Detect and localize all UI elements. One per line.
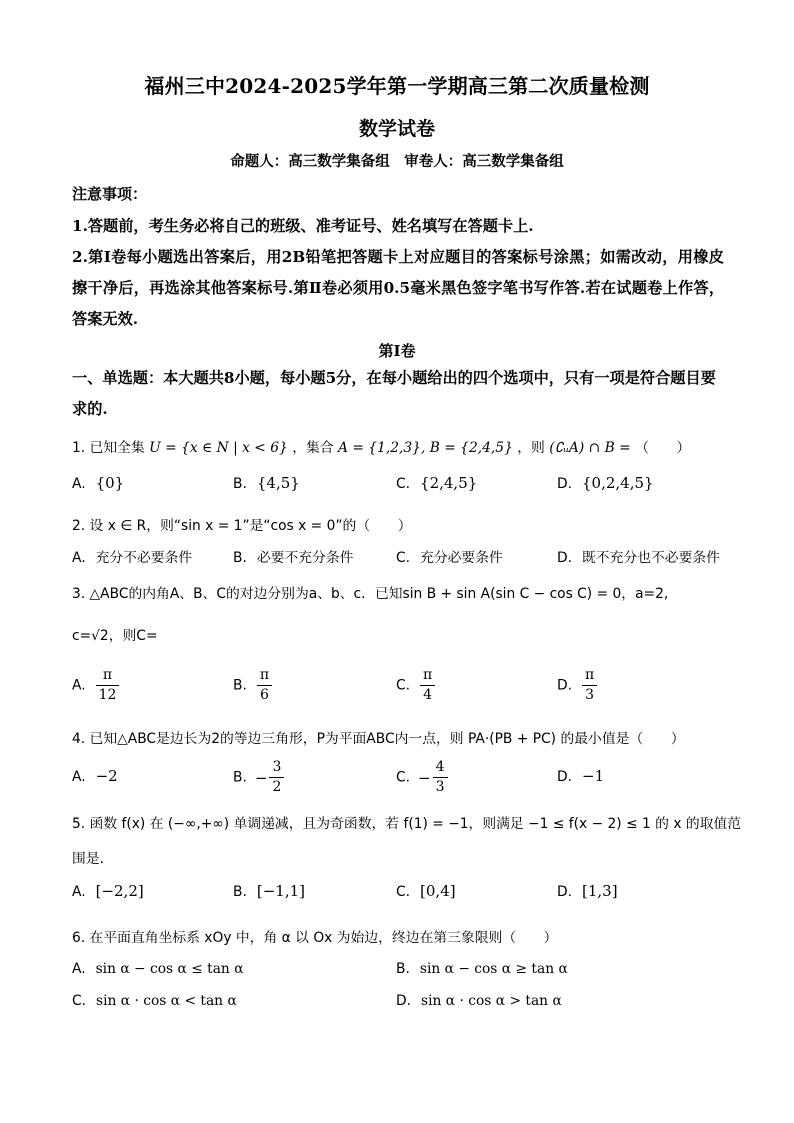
question-1-stem: [72, 436, 690, 456]
option-value: [−2,2]: [95, 882, 144, 900]
question-3-stem-line-1: 3. △ABC的内角A、B、C的对边分别为a、b、c．已知sin B + sin A(sin C − cos C) = 0，a=2,: [72, 586, 669, 602]
option-value: sin α · cos α < tan α: [96, 993, 237, 1009]
q2-option-c[interactable]: [396, 546, 503, 566]
option-label: D.: [557, 677, 573, 694]
q6-option-b[interactable]: [396, 961, 568, 977]
q3-option-d[interactable]: [557, 666, 597, 705]
option-label: D.: [396, 993, 412, 1009]
section-instructions: 一、单选题：本大题共8小题，每小题5分，在每小题给出的四个选项中，只有一项是符合题目要求的.: [72, 369, 716, 418]
q1-text-a: 1. 已知全集: [72, 440, 145, 456]
option-label: A.: [72, 677, 86, 694]
fraction: [269, 758, 284, 797]
question-2-stem: 2. 设 x ∈ R，则“sin x = 1”是“cos x = 0”的（ ）: [72, 518, 412, 534]
q1-text-d: （ ）: [635, 440, 691, 456]
minus-sign: −: [254, 768, 268, 787]
option-value: −1: [582, 767, 605, 785]
option-label: D.: [557, 550, 573, 566]
q3-option-b[interactable]: [233, 666, 272, 705]
fraction-denominator: 6: [260, 687, 269, 703]
q1-text-b: ，集合: [292, 440, 334, 456]
option-label: B.: [233, 677, 247, 694]
option-label: A.: [72, 884, 86, 900]
option-value: 既不充分也不必要条件: [582, 550, 720, 566]
fraction: [257, 666, 272, 705]
q2-option-a[interactable]: [72, 546, 192, 566]
option-value: [1,3]: [582, 882, 618, 900]
option-label: A.: [72, 961, 86, 977]
q1-option-b[interactable]: [233, 474, 300, 492]
fraction-denominator: 12: [98, 687, 117, 703]
option-label: D.: [557, 769, 573, 785]
q1-expression: (∁ᵤA) ∩ B =: [549, 440, 631, 456]
option-label: B.: [233, 884, 247, 900]
option-value: {4,5}: [256, 474, 300, 492]
q1-option-c[interactable]: [396, 474, 477, 492]
q6-option-c[interactable]: [72, 993, 237, 1009]
q5-option-d[interactable]: [557, 882, 618, 900]
fraction-numerator: π: [96, 666, 120, 686]
option-label: A.: [72, 550, 86, 566]
fraction: [582, 666, 597, 705]
option-value: 充分不必要条件: [95, 550, 193, 566]
minus-sign: −: [418, 768, 431, 787]
option-value: {2,4,5}: [420, 474, 478, 492]
question-4-stem: 4. 已知△ABC是边长为2的等边三角形，P为平面ABC内一点，则 PA·(PB + PC) 的最小值是（ ）: [72, 731, 685, 747]
option-value: sin α − cos α ≤ tan α: [95, 961, 244, 977]
fraction-numerator: π: [257, 666, 272, 686]
option-value: {0,2,4,5}: [582, 474, 654, 492]
q6-option-d[interactable]: [396, 993, 562, 1009]
fraction: [96, 666, 120, 705]
option-value: sin α · cos α > tan α: [421, 993, 562, 1009]
option-label: C.: [396, 769, 411, 786]
q3-option-c[interactable]: [396, 666, 435, 705]
option-value: 充分必要条件: [420, 550, 503, 566]
q5-option-a[interactable]: [72, 882, 144, 900]
fraction-denominator: 3: [435, 779, 445, 795]
q5-option-b[interactable]: [233, 882, 305, 900]
q2-option-b[interactable]: [233, 546, 353, 566]
exam-subtitle: 数学试卷: [358, 118, 435, 140]
option-value: [−1,1]: [256, 882, 305, 900]
option-value: −2: [95, 767, 118, 785]
q4-option-d[interactable]: [557, 767, 604, 785]
option-label: C.: [396, 677, 411, 694]
question-3-stem-line-2: c=√2，则C=: [72, 628, 158, 644]
fraction-denominator: 4: [423, 687, 433, 703]
fraction-numerator: π: [420, 666, 435, 686]
q3-option-a[interactable]: [72, 666, 119, 705]
fraction-denominator: 2: [272, 779, 282, 795]
option-value: sin α − cos α ≥ tan α: [419, 961, 568, 977]
fraction-numerator: 3: [269, 758, 284, 778]
q1-option-d[interactable]: [557, 474, 654, 492]
question-5-stem-line-2: 围是．: [72, 851, 114, 867]
q6-option-a[interactable]: [72, 961, 244, 977]
option-label: D.: [557, 884, 573, 900]
exam-title: 福州三中2024-2025学年第一学期高三第二次质量检测: [144, 74, 650, 98]
q1-option-a[interactable]: [72, 474, 124, 492]
q1-text-c: ，则: [517, 440, 545, 456]
q4-option-c[interactable]: [396, 758, 448, 797]
option-label: B.: [233, 769, 247, 786]
option-label: C.: [396, 884, 411, 900]
option-label: B.: [233, 550, 247, 566]
option-label: A.: [72, 769, 86, 785]
question-6-stem: 6. 在平面直角坐标系 xOy 中，角 α 以 Ox 为始边，终边在第三象限则（ ）: [72, 930, 558, 946]
q1-universal-set: U = {x ∈ N | x < 6}: [149, 440, 288, 456]
option-value: [0,4]: [420, 882, 456, 900]
option-label: C.: [396, 476, 411, 492]
fraction: [420, 666, 435, 705]
fraction: [433, 758, 448, 797]
option-label: B.: [396, 961, 410, 977]
notes-item-2: 2.第Ⅰ卷每小题选出答案后，用2B铅笔把答题卡上对应题目的答案标号涂黑；如需改动，用橡皮擦干净后，再选涂其他答案标号.第Ⅱ卷必须用0.5毫米黑色签字笔书写作答.若在试题卷上作答，答案无效.: [72, 248, 725, 328]
part-heading: 第Ⅰ卷: [378, 342, 416, 360]
q1-sets: A = {1,2,3}, B = {2,4,5}: [337, 440, 513, 456]
q5-option-c[interactable]: [396, 882, 456, 900]
fraction-denominator: 3: [585, 687, 595, 703]
q4-option-b[interactable]: [233, 758, 284, 797]
notes-heading: 注意事项：: [72, 185, 148, 203]
fraction-numerator: 4: [433, 758, 448, 778]
option-value: {0}: [95, 474, 125, 492]
option-label: C.: [72, 993, 87, 1009]
q2-option-d[interactable]: [557, 546, 720, 566]
option-label: A.: [72, 476, 86, 492]
notes-item-1: 1.答题前，考生务必将自己的班级、准考证号、姓名填写在答题卡上.: [72, 217, 534, 235]
option-value: 必要不充分条件: [256, 550, 354, 566]
option-label: B.: [233, 476, 247, 492]
exam-authors: 命题人：高三数学集备组 审卷人：高三数学集备组: [230, 153, 564, 170]
option-label: D.: [557, 476, 573, 492]
fraction-numerator: π: [582, 666, 597, 686]
q4-option-a[interactable]: [72, 767, 118, 785]
question-5-stem-line-1: 5. 函数 f(x) 在 (−∞,+∞) 单调递减，且为奇函数，若 f(1) = −1，则满足 −1 ≤ f(x − 2) ≤ 1 的 x 的取值范: [72, 816, 742, 832]
option-label: C.: [396, 550, 411, 566]
